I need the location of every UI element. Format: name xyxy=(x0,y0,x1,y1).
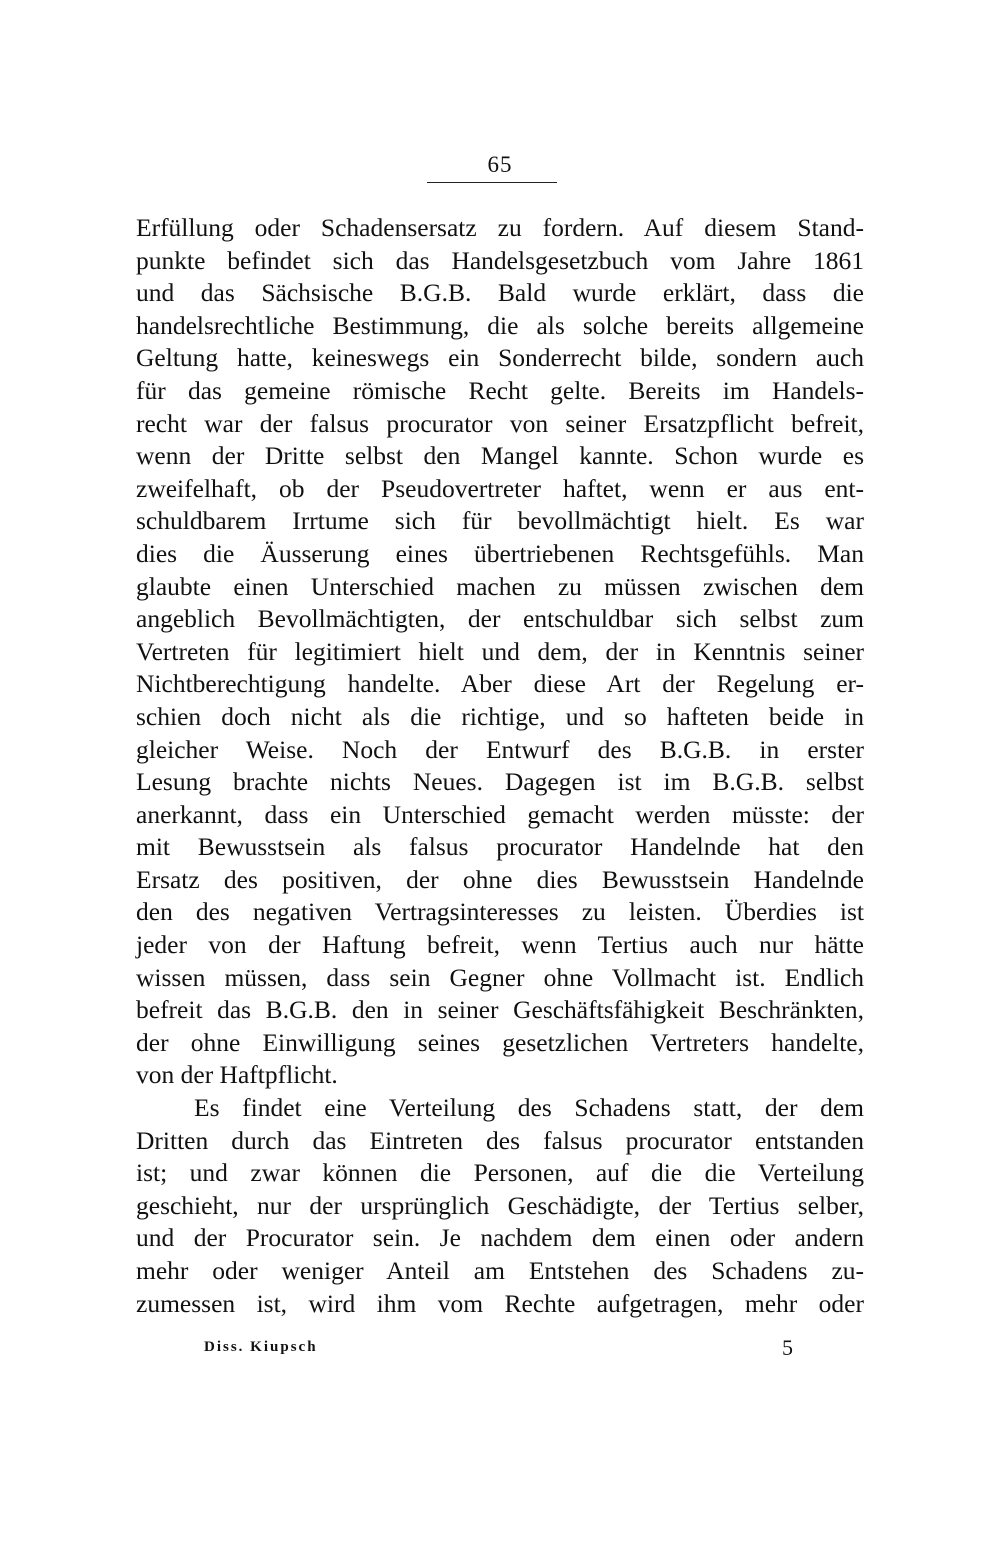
text-line: den des negativen Vertragsinteresses zu leisten. Überdies ist xyxy=(136,897,864,927)
text-line: zumessen ist, wird ihm vom Rechte aufgetragen, mehr oder xyxy=(136,1288,864,1318)
text-line: schuldbarem Irrtume sich für bevollmächtigt hielt. Es war xyxy=(136,506,864,536)
paragraph-1 xyxy=(136,212,864,1092)
text-line: Ersatz des positiven, der ohne dies Bewusstsein Handelnde xyxy=(136,864,864,894)
text-line: Vertreten für legitimiert hielt und dem, der in Kenntnis seiner xyxy=(136,636,864,666)
text-line: wenn der Dritte selbst den Mangel kannte. Schon wurde es xyxy=(136,441,864,471)
paragraph-2 xyxy=(136,1092,864,1320)
text-line: anerkannt, dass ein Unterschied gemacht werden müsste: der xyxy=(136,799,864,829)
text-line: von der Haftpflicht. xyxy=(136,1060,338,1090)
text-line: Geltung hatte, keineswegs ein Sonderrecht bilde, sondern auch xyxy=(136,343,864,373)
text-line: gleicher Weise. Noch der Entwurf des B.G.B. in erster xyxy=(136,734,864,764)
text-line: Lesung brachte nichts Neues. Dagegen ist im B.G.B. selbst xyxy=(136,767,864,797)
text-line: glaubte einen Unterschied machen zu müssen zwischen dem xyxy=(136,571,864,601)
text-line: geschieht, nur der ursprünglich Geschädigte, der Tertius selber, xyxy=(136,1190,864,1220)
text-line: für das gemeine römische Recht gelte. Bereits im Handels- xyxy=(136,375,864,405)
text-line: wissen müssen, dass sein Gegner ohne Vollmacht ist. Endlich xyxy=(136,962,864,992)
sheet-number: 5 xyxy=(782,1335,793,1360)
text-line: recht war der falsus procurator von seiner Ersatzpflicht befreit, xyxy=(136,408,864,438)
text-line: der ohne Einwilligung seines gesetzlichen Vertreters handelte, xyxy=(136,1027,864,1057)
text-line: mehr oder weniger Anteil am Entstehen des Schadens zu- xyxy=(136,1256,864,1285)
text-line: Es findet eine Verteilung des Schadens statt, der dem xyxy=(194,1093,864,1123)
header-rule xyxy=(427,182,557,183)
text-line: Dritten durch das Eintreten des falsus procurator entstanden xyxy=(136,1125,864,1155)
text-line: zweifelhaft, ob der Pseudovertreter haftet, wenn er aus ent- xyxy=(136,473,864,503)
text-line: jeder von der Haftung befreit, wenn Tertius auch nur hätte xyxy=(136,930,864,960)
text-line: und das Sächsische B.G.B. Bald wurde erklärt, dass die xyxy=(136,278,864,308)
text-line: und der Procurator sein. Je nachdem dem einen oder andern xyxy=(136,1223,864,1253)
sheet-signature: Diss. Kiupsch xyxy=(204,1339,318,1355)
text-line: punkte befindet sich das Handelsgesetzbuch vom Jahre 1861 xyxy=(136,245,864,275)
text-line: Erfüllung oder Schadensersatz zu fordern. Auf diesem Stand- xyxy=(136,213,864,242)
text-line: handelsrechtliche Bestimmung, die als solche bereits allgemeine xyxy=(136,310,864,340)
text-line: schien doch nicht als die richtige, und so hafteten beide in xyxy=(136,701,864,731)
page-number: 65 xyxy=(487,152,513,177)
text-line: ist; und zwar können die Personen, auf die die Verteilung xyxy=(136,1158,864,1188)
text-line: mit Bewusstsein als falsus procurator Handelnde hat den xyxy=(136,832,864,862)
text-line: dies die Äusserung eines übertriebenen Rechtsgefühls. Man xyxy=(136,538,864,568)
text-line: angeblich Bevollmächtigten, der entschuldbar sich selbst zum xyxy=(136,604,864,634)
body-text xyxy=(136,212,864,1320)
text-line: befreit das B.G.B. den in seiner Geschäftsfähigkeit Beschränkten, xyxy=(136,995,864,1025)
text-line: Nichtberechtigung handelte. Aber diese Art der Regelung er- xyxy=(136,669,864,699)
